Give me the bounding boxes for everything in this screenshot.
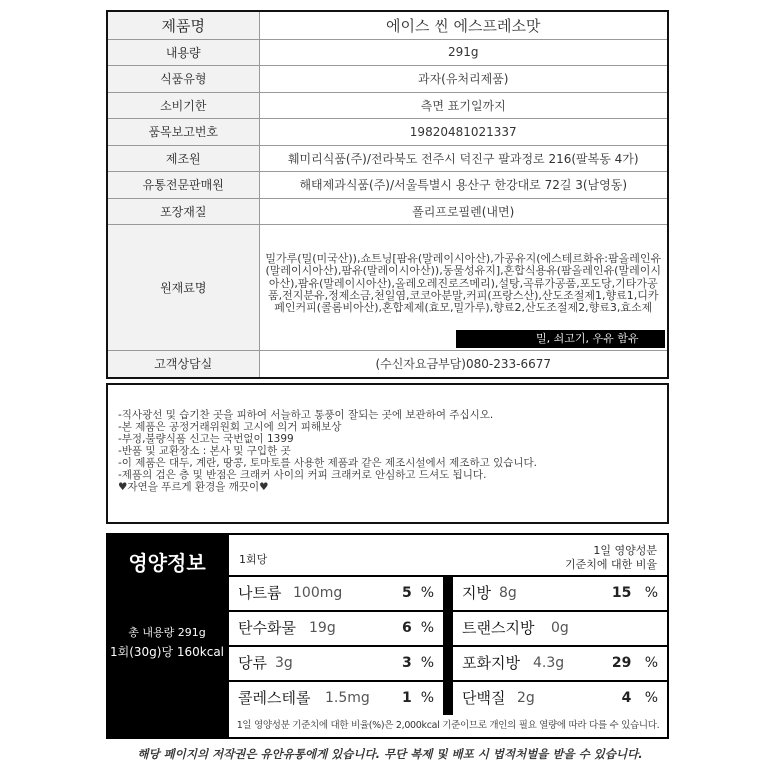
note-line: -반품 및 교환장소 : 본사 및 구입한 곳 [118,445,291,457]
value-product-name: 에이스 씬 에스프레소맛 [259,11,668,39]
row-ingredients [107,225,668,351]
nutrient-name: 트랜스지방 [462,619,535,637]
note-line: -제품의 검은 층 및 반점은 크래커 사이의 커피 크래커로 안심하고 드셔도 됩니다. [118,469,487,481]
daily-value-header: 1일 영양성분 [593,544,657,557]
nutrition-title: 영양정보 [128,551,206,575]
nutrition-panel [106,533,669,739]
nutrient-name: 지방 [462,584,491,602]
row-maker [107,145,668,172]
nutrient-sodium [229,577,443,610]
row-distributor [107,172,668,199]
value-customer-service: (수신자요금부담)080-233-6677 [259,351,668,378]
note-line: ♥자연을 푸르게 환경을 깨끗이♥ [118,481,269,493]
value-type: 과자(유처리제품) [259,66,668,93]
row-report-no [107,119,668,146]
value-expiry: 측면 표기일까지 [259,92,668,119]
label-volume: 내용량 [107,39,259,66]
nutrition-summary [106,533,228,739]
ingredients-text: 밀가루(밀(미국산)),쇼트닝[팜유(말레이시아산),가공유지(에스테르화유:팜올레인유(말레이시아산),팜유(말레이시아산)),동물성유지],혼합식용유(팜올레인유(말레이시아산),팜유(말레이시아산),올레오레진로즈메리),설탕,곡류가공품,포도당,기타가공품,전지분유,정제소금,천일염,코코아분말,커피(프랑스산),산도조절제1,향료1,디카페인커피(콜롬비아산),혼합제제(효모,밀가루),향료2,산도조절제2,향료3,효소제 [265,252,662,315]
row-customer-service [107,351,668,378]
nutrient-carbohydrate [229,612,443,645]
row-volume [107,39,668,66]
label-ingredients: 원재료명 [107,225,259,351]
nutrient-percent: 1 % [402,690,434,706]
label-type: 식품유형 [107,66,259,93]
label-expiry: 소비기한 [107,92,259,119]
value-ingredients-cell [259,225,668,351]
nutrient-amount: 3g [275,655,293,671]
label-report-no: 품목보고번호 [107,119,259,146]
nutrient-percent: 6 % [402,620,434,636]
nutrient-amount: 19g [309,620,336,636]
row-packaging [107,198,668,225]
row-expiry [107,92,668,119]
label-product-name: 제품명 [107,11,259,39]
nutrient-protein [453,682,667,715]
notes-box [106,383,669,524]
value-volume: 291g [259,39,668,66]
copyright-notice: 해당 페이지의 저작권은 유안유통에게 있습니다. 무단 복제 및 배포 시 법적처벌을 받을 수 있습니다. [137,747,643,761]
nutrient-percent: 29 % [611,655,658,671]
value-report-no: 19820481021337 [259,119,668,146]
nutrient-amount: 100mg [293,585,343,601]
note-line: -이 제품은 대두, 계란, 땅콩, 토마토를 사용한 제품과 같은 제조시설에서 제조하고 있습니다. [118,457,538,469]
nutrient-percent: 4 % [621,690,658,706]
note-line: -직사광선 및 습기찬 곳을 피하여 서늘하고 통풍이 잘되는 곳에 보관하여 주십시오. [118,409,494,421]
note-line: -부정,불량식품 신고는 국번없이 1399 [118,433,294,445]
label-distributor: 유통전문판매원 [107,172,259,199]
nutrient-name: 나트륨 [238,584,282,602]
nutrition-footnote: 1일 영양성분 기준치에 대한 비율(%)은 2,000kcal 기준이므로 개인의 필요 열량에 따라 다를 수 있습니다. [236,720,660,731]
label-packaging: 포장재질 [107,198,259,225]
value-packaging: 폴리프로필렌(내면) [259,198,668,225]
nutrient-amount: 8g [499,585,517,601]
nutrient-amount: 0g [551,620,569,636]
nutrient-amount: 2g [517,690,535,706]
product-info-table [106,10,669,379]
nutrient-saturated-fat [453,647,667,680]
nutrition-total: 총 내용량 291g [128,626,206,639]
allergen-badge: 밀, 쇠고기, 우유 함유 [456,330,666,348]
nutrient-amount: 1.5mg [325,690,370,706]
value-maker: 훼미리식품(주)/전라북도 전주시 덕진구 팔과정로 216(팔복동 4가) [259,145,668,172]
nutrient-name: 콜레스테롤 [238,689,311,707]
nutrient-percent: 15 % [611,585,658,601]
row-type [107,66,668,93]
row-product-name [107,11,668,39]
nutrition-serving: 1회(30g)당 160kcal [109,645,225,659]
nutrient-grid [229,575,667,715]
label-customer-service: 고객상담실 [107,351,259,378]
nutrient-cholesterol [229,682,443,715]
nutrient-name: 포화지방 [462,654,520,672]
daily-value-header-sub: 기준치에 대한 비율 [564,558,657,571]
nutrient-name: 탄수화물 [238,619,296,637]
nutrient-name: 단백질 [462,689,506,707]
nutrient-trans-fat [453,612,667,645]
value-distributor: 해태제과식품(주)/서울특별시 용산구 한강대로 72길 3(남영동) [259,172,668,199]
nutrient-sugars [229,647,443,680]
note-line: -본 제품은 공정거래위원회 고시에 의거 피해보상 [118,421,342,433]
nutrient-percent: 3 % [402,655,434,671]
nutrient-percent: 5 % [402,585,434,601]
nutrient-fat [453,577,667,610]
per-serving-label: 1회당 [239,553,268,566]
nutrition-table [229,535,667,737]
nutrient-amount: 4.3g [533,655,565,671]
label-maker: 제조원 [107,145,259,172]
nutrient-name: 당류 [238,654,267,672]
